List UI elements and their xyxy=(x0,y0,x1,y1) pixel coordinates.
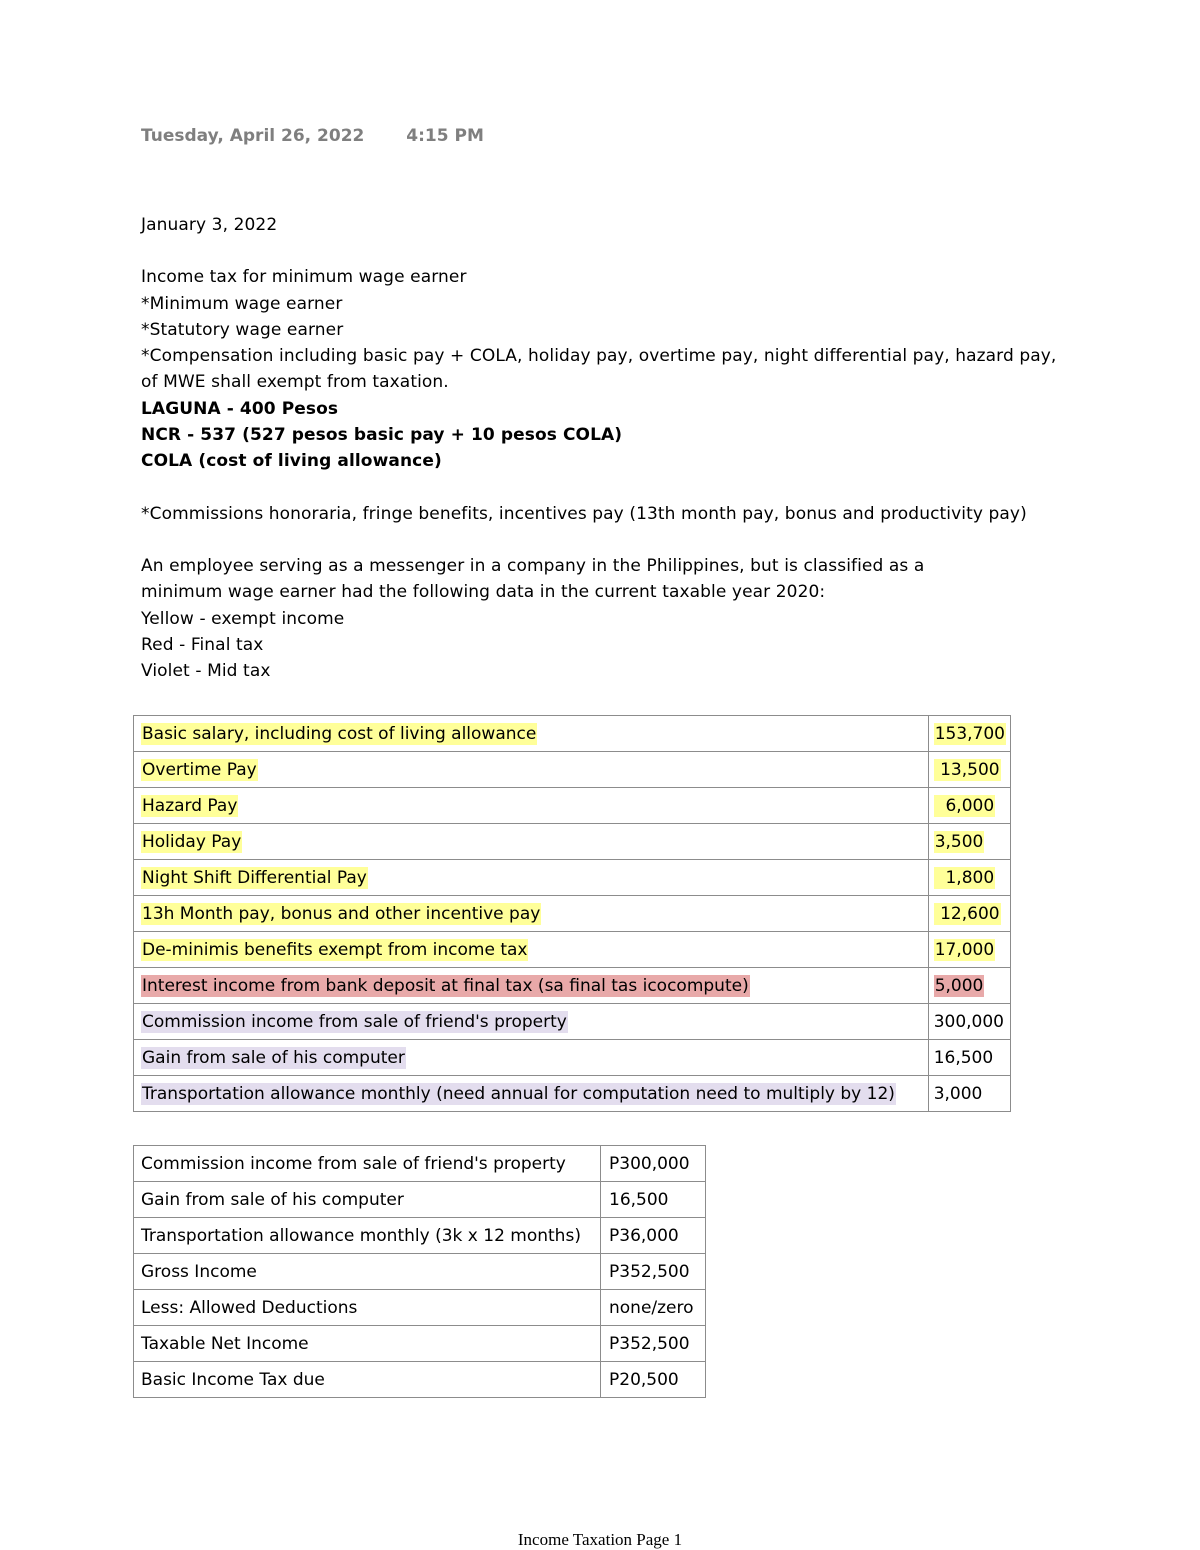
row-label: Hazard Pay xyxy=(142,795,238,816)
row-label: Gain from sale of his computer xyxy=(142,1047,405,1068)
row-value-cell xyxy=(601,1254,706,1290)
notes-line: *Statutory wage earner xyxy=(141,319,344,340)
row-label: Holiday Pay xyxy=(142,831,242,852)
table-row xyxy=(134,752,1011,788)
row-value: P300,000 xyxy=(609,1153,690,1174)
row-label-cell xyxy=(134,1362,601,1398)
table-row xyxy=(134,1218,706,1254)
row-label-cell xyxy=(134,896,929,932)
table-row xyxy=(134,1254,706,1290)
row-label: Overtime Pay xyxy=(142,759,257,780)
row-value-cell xyxy=(601,1182,706,1218)
row-value-cell xyxy=(928,788,1010,824)
notes-body xyxy=(141,212,1101,684)
row-label-cell xyxy=(134,1040,929,1076)
header-date: Tuesday, April 26, 2022 xyxy=(141,126,365,146)
table-row xyxy=(134,1182,706,1218)
row-value-cell xyxy=(601,1290,706,1326)
row-value: 1,800 xyxy=(934,867,995,888)
problem-statement: An employee serving as a messenger in a company in the Philippines, but is classified as a xyxy=(141,555,925,576)
row-value: P20,500 xyxy=(609,1369,679,1390)
row-label-cell xyxy=(134,968,929,1004)
table-row xyxy=(134,1290,706,1326)
row-label: Taxable Net Income xyxy=(141,1333,309,1354)
row-label-cell xyxy=(134,932,929,968)
row-value: P352,500 xyxy=(609,1333,690,1354)
row-value: 3,000 xyxy=(933,1083,983,1104)
row-label: Night Shift Differential Pay xyxy=(142,867,367,888)
row-value: 16,500 xyxy=(933,1047,994,1068)
notes-cola: COLA (cost of living allowance) xyxy=(141,451,442,472)
table-row xyxy=(134,896,1011,932)
row-label: Transportation allowance monthly (3k x 12 months) xyxy=(141,1225,581,1246)
row-label: Transportation allowance monthly (need annual for computation need to multiply by 12) xyxy=(142,1083,895,1104)
row-label: Gain from sale of his computer xyxy=(141,1189,404,1210)
row-value: 13,500 xyxy=(934,759,1000,780)
row-label: Less: Allowed Deductions xyxy=(141,1297,358,1318)
header-time: 4:15 PM xyxy=(406,126,484,146)
row-value-cell xyxy=(928,860,1010,896)
table-row xyxy=(134,1362,706,1398)
notes-date: January 3, 2022 xyxy=(141,215,278,235)
row-label-cell xyxy=(134,716,929,752)
row-label: 13h Month pay, bonus and other incentive pay xyxy=(142,903,541,924)
notes-line: of MWE shall exempt from taxation. xyxy=(141,372,449,393)
table-row xyxy=(134,788,1011,824)
row-label-cell xyxy=(134,752,929,788)
row-value-cell xyxy=(601,1218,706,1254)
row-label-cell xyxy=(134,824,929,860)
row-value-cell xyxy=(928,968,1010,1004)
row-value: 5,000 xyxy=(934,975,984,996)
row-label: Gross Income xyxy=(141,1261,257,1282)
problem-statement: minimum wage earner had the following data in the current taxable year 2020: xyxy=(141,582,826,603)
row-label-cell xyxy=(134,788,929,824)
row-value: 17,000 xyxy=(934,939,995,960)
row-value-cell xyxy=(928,716,1010,752)
table-row xyxy=(134,968,1011,1004)
row-value-cell xyxy=(928,752,1010,788)
row-value-cell xyxy=(928,1040,1010,1076)
row-value: 6,000 xyxy=(934,795,995,816)
row-value-cell xyxy=(601,1146,706,1182)
table-row xyxy=(134,1146,706,1182)
notes-line: *Minimum wage earner xyxy=(141,293,343,314)
notes-line: *Compensation including basic pay + COLA, holiday pay, overtime pay, night differential pay, hazard pay, xyxy=(141,346,1057,367)
row-value: P352,500 xyxy=(609,1261,690,1282)
table-row xyxy=(134,1040,1011,1076)
row-label-cell xyxy=(134,1326,601,1362)
page-header xyxy=(141,126,484,146)
row-label-cell xyxy=(134,1254,601,1290)
row-label-cell xyxy=(134,1146,601,1182)
row-value-cell xyxy=(928,1076,1010,1112)
page-footer: Income Taxation Page 1 xyxy=(517,1530,683,1549)
row-value: none/zero xyxy=(609,1297,694,1318)
row-label: Basic Income Tax due xyxy=(141,1369,325,1390)
table-row xyxy=(134,716,1011,752)
row-value: 12,600 xyxy=(934,903,1000,924)
income-items-table xyxy=(133,715,1011,1112)
notes-ncr: NCR - 537 (527 pesos basic pay + 10 pesos COLA) xyxy=(141,425,623,446)
row-value: 3,500 xyxy=(934,831,984,852)
row-label-cell xyxy=(134,860,929,896)
table-row xyxy=(134,932,1011,968)
notes-laguna: LAGUNA - 400 Pesos xyxy=(141,398,339,419)
row-value: P36,000 xyxy=(609,1225,679,1246)
legend-violet: Violet - Mid tax xyxy=(141,661,271,682)
row-label-cell xyxy=(134,1218,601,1254)
row-label-cell xyxy=(134,1004,929,1040)
row-label: De-minimis benefits exempt from income tax xyxy=(142,939,528,960)
row-label-cell xyxy=(134,1290,601,1326)
row-value: 16,500 xyxy=(609,1189,669,1210)
tax-computation-table xyxy=(133,1145,706,1398)
row-value-cell xyxy=(601,1326,706,1362)
table-row xyxy=(134,1004,1011,1040)
row-value-cell xyxy=(928,896,1010,932)
legend-yellow: Yellow - exempt income xyxy=(141,608,345,629)
row-label: Interest income from bank deposit at final tax (sa final tas icocompute) xyxy=(142,975,749,996)
table-row xyxy=(134,1076,1011,1112)
table-row xyxy=(134,1326,706,1362)
notes-line: Income tax for minimum wage earner xyxy=(141,267,467,288)
table-row xyxy=(134,860,1011,896)
table-row xyxy=(134,824,1011,860)
legend-red: Red - Final tax xyxy=(141,634,264,655)
row-value-cell xyxy=(928,932,1010,968)
row-value: 153,700 xyxy=(934,723,1005,744)
notes-commissions: *Commissions honoraria, fringe benefits, incentives pay (13th month pay, bonus and productivity pay) xyxy=(141,503,1027,524)
row-label-cell xyxy=(134,1182,601,1218)
row-value-cell xyxy=(928,824,1010,860)
row-label: Basic salary, including cost of living allowance xyxy=(142,723,537,744)
row-value-cell xyxy=(601,1362,706,1398)
row-value: 300,000 xyxy=(933,1011,1004,1032)
row-label: Commission income from sale of friend's property xyxy=(142,1011,567,1032)
row-value-cell xyxy=(928,1004,1010,1040)
row-label-cell xyxy=(134,1076,929,1112)
row-label: Commission income from sale of friend's property xyxy=(141,1153,566,1174)
